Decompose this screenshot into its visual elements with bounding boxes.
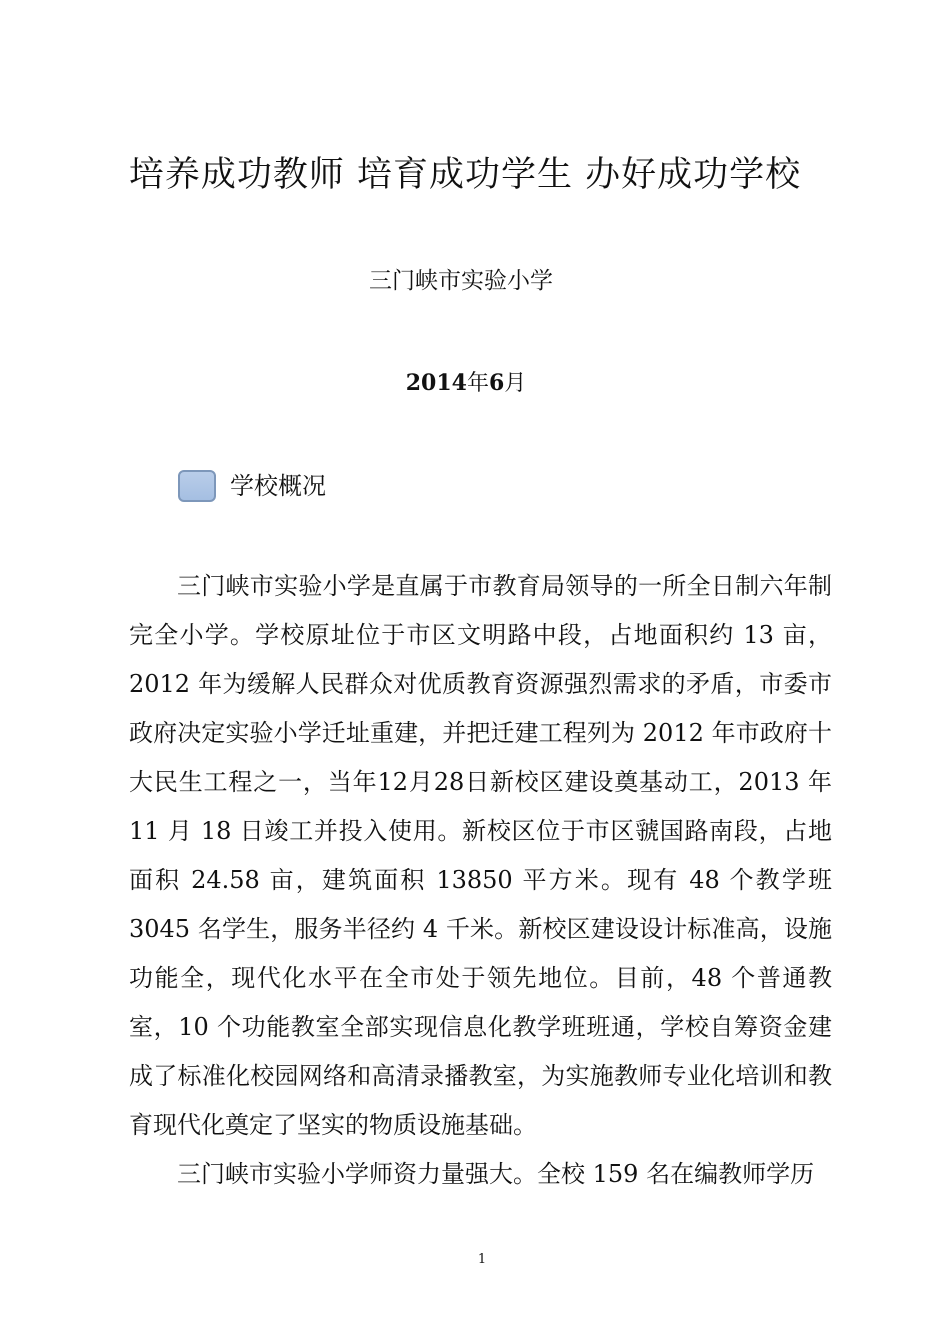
section-heading-row [178,466,326,506]
document-date [0,366,932,401]
section-heading: 学校概况 [230,472,326,500]
paragraph: 三门峡市实验小学师资力量强大。全校 159 名在编教师学历 [177,1160,815,1188]
date-month-unit: 月 [504,371,527,396]
page-number: 1 [477,1252,487,1267]
date-month: 6 [488,370,505,396]
body-text [129,562,832,1199]
paragraph: 三门峡市实验小学是直属于市教育局领导的一所全日制六年制完全小学。学校原址位于市区文明路中段，占地面积约 13 亩，2012 年为缓解人民群众对优质教育资源强烈需求的矛盾，市委市政府决定实验小学迁址重建，并把迁建工程列为 2012 年市政府十大民生工程之一，当年12月28日新校区建设奠基动工，2013 年 11 月 18 日竣工并投入使用。新校区位于市区虢国路南段，占地面积 24.58 亩，建筑面积 13850 平方米。现有 48 个教学班 3045 名学生，服务半径约 4 千米。新校区建设设计标准高，设施功能全，现代化水平在全市处于领先地位。目前，48 个普通教室，10 个功能教室全部实现信息化教学班班通，学校自筹资金建成了标准化校园网络和高清录播教室，为实施教师专业化培训和教育现代化奠定了坚实的物质设施基础。 [129,572,832,1139]
document-author: 三门峡市实验小学 [369,268,553,294]
document-title: 培养成功教师 培育成功学生 办好成功学校 [128,155,802,195]
date-year-unit: 年 [466,371,489,396]
date-year: 2014 [405,370,467,396]
section-bullet-box [178,470,216,502]
